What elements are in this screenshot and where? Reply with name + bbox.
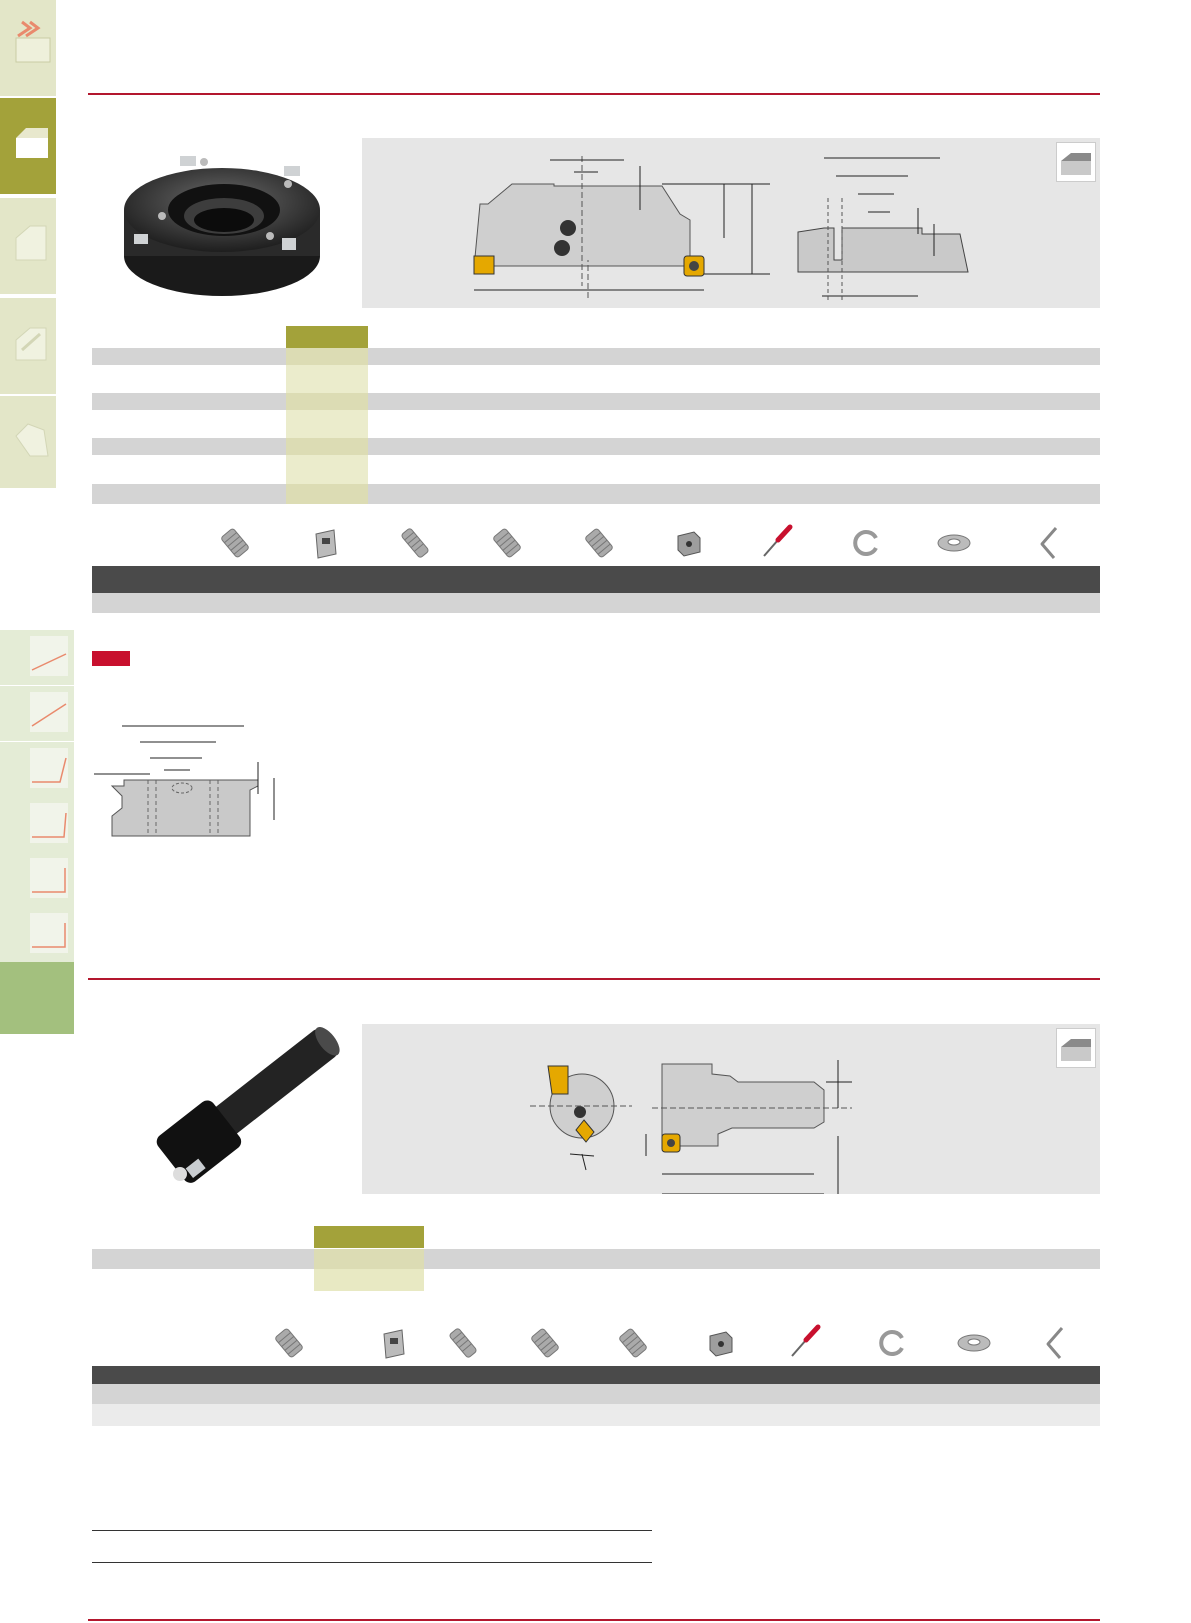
footnote-rule — [92, 1562, 652, 1563]
lower-tab-4[interactable] — [0, 797, 74, 852]
step-icon — [30, 866, 68, 896]
footnote-rule — [92, 1530, 652, 1531]
table1-row — [92, 438, 1100, 455]
screwdriver-icon — [788, 1324, 822, 1360]
snap-ring-icon — [876, 1328, 908, 1358]
washer-icon — [956, 1332, 992, 1354]
table2-row — [92, 1249, 1100, 1269]
hex-key-icon — [1042, 1326, 1068, 1360]
section-rule-middle — [88, 978, 1100, 980]
snap-ring-icon — [850, 528, 882, 558]
screw-icon — [582, 526, 616, 560]
side-tab-5[interactable] — [0, 396, 56, 488]
drawing-panel-2 — [362, 1024, 1100, 1194]
clamp-screw-icon — [398, 526, 432, 560]
clamp-screw-icon — [446, 1326, 480, 1360]
hex-key-icon — [1036, 526, 1062, 560]
parts-table2-row — [92, 1384, 1100, 1404]
screw-icon — [616, 1326, 650, 1360]
side-tab-1[interactable] — [0, 0, 56, 96]
screw-icon — [490, 526, 524, 560]
angle-icon — [30, 756, 68, 786]
step-icon — [30, 921, 68, 951]
note-badge — [92, 651, 130, 666]
lower-tab-3[interactable] — [0, 742, 74, 797]
double-chevron-icon — [0, 0, 56, 96]
mounting-drawing — [92, 718, 288, 838]
table1-row — [92, 393, 1100, 410]
lower-tab-active[interactable] — [0, 962, 74, 1034]
insert-seat-icon — [706, 1328, 736, 1358]
slot-icon — [0, 298, 56, 394]
angle-icon — [30, 700, 68, 730]
screw-icon — [218, 526, 252, 560]
table2-cell — [314, 1249, 424, 1269]
end-mill-photo — [92, 1024, 354, 1194]
lower-tab-1[interactable] — [0, 630, 74, 685]
side-tab-4[interactable] — [0, 298, 56, 394]
side-tab-3[interactable] — [0, 198, 56, 294]
table1-cell — [286, 348, 368, 365]
screwdriver-icon — [760, 524, 794, 560]
end-mill-badge-icon — [1056, 1028, 1096, 1068]
table2-header-highlight — [314, 1226, 424, 1248]
table1-olive-column — [286, 348, 368, 504]
section-rule-top — [88, 93, 1100, 95]
parts-table1-row — [92, 593, 1100, 613]
drawing-panel-1 — [362, 138, 1100, 308]
section-rule-bottom — [88, 1619, 1100, 1621]
face-mill-photo — [92, 138, 354, 308]
face-mill-icon — [0, 98, 56, 194]
lower-tab-6[interactable] — [0, 907, 74, 962]
parts-table2-header — [92, 1366, 1100, 1384]
table1-cell — [286, 438, 368, 455]
angle-icon — [30, 644, 68, 674]
shoulder-icon — [0, 198, 56, 294]
face-mill-badge-icon — [1056, 142, 1096, 182]
table1-row — [92, 484, 1100, 504]
table2-cell — [314, 1269, 424, 1291]
wedge-icon — [380, 1328, 408, 1360]
lower-tab-5[interactable] — [0, 852, 74, 907]
wedge-icon — [312, 528, 340, 560]
parts-table1-header — [92, 566, 1100, 593]
step-icon — [30, 811, 68, 841]
table1-cell — [286, 393, 368, 410]
insert-seat-icon — [674, 528, 704, 558]
table1-header-highlight — [286, 326, 368, 348]
lower-tab-2[interactable] — [0, 686, 74, 741]
side-tab-2[interactable] — [0, 98, 56, 194]
profile-icon — [0, 396, 56, 488]
table1-cell — [286, 484, 368, 504]
washer-icon — [936, 532, 972, 554]
screw-icon — [528, 1326, 562, 1360]
parts-table2-row — [92, 1404, 1100, 1426]
screw-icon — [272, 1326, 306, 1360]
table1-row — [92, 348, 1100, 365]
